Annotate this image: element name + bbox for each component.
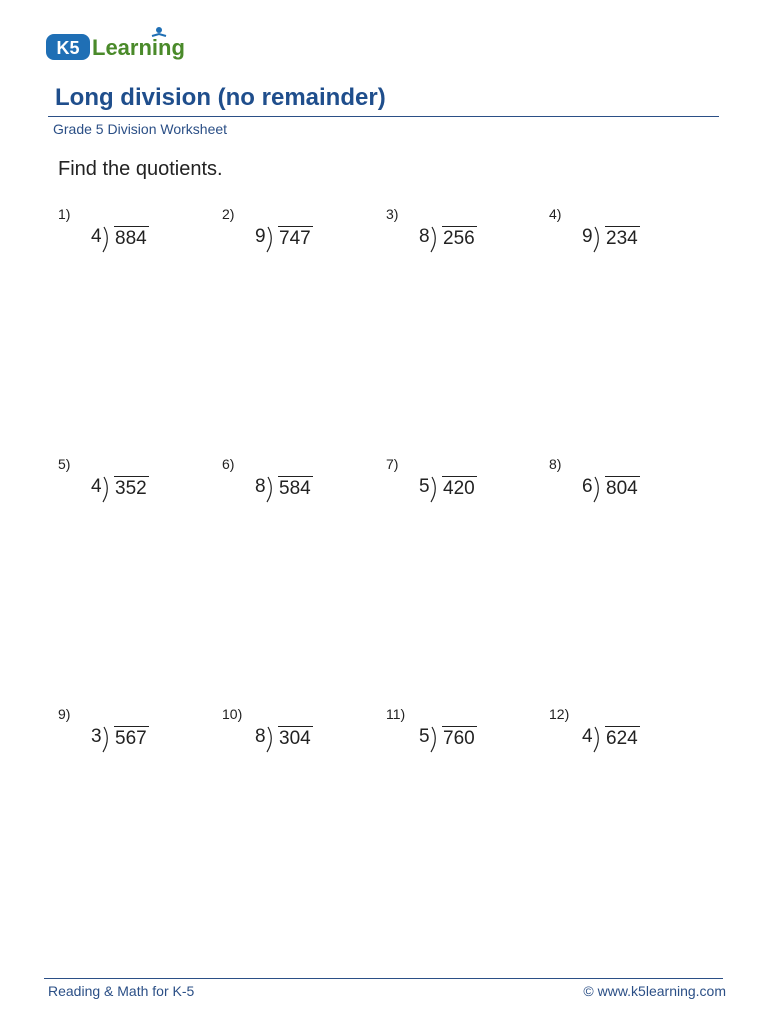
footer-website: © www.k5learning.com [583,983,726,999]
dividend: 420 [443,478,475,499]
footer-tagline: Reading & Math for K-5 [48,983,195,999]
long-division-bracket-icon [429,724,439,754]
dividend: 304 [279,728,311,749]
problem-number: 9) [58,706,71,722]
problem-number: 7) [386,456,399,472]
divisor: 4 [91,226,102,247]
problem-number: 12) [549,706,570,722]
long-division-bracket-icon [592,724,602,754]
dividend: 234 [606,228,638,249]
divisor: 3 [91,726,102,747]
divisor: 8 [255,476,266,497]
divisor: 6 [582,476,593,497]
dividend: 584 [279,478,311,499]
problem-number: 5) [58,456,71,472]
logo-word: Learning [92,35,185,60]
long-division-bracket-icon [429,224,439,254]
footer-divider [44,978,723,979]
dividend: 760 [443,728,475,749]
problem-number: 1) [58,206,71,222]
k5-learning-logo [44,24,204,64]
divisor: 5 [419,476,430,497]
division-problem [386,456,526,516]
problem-number: 8) [549,456,562,472]
page-subtitle: Grade 5 Division Worksheet [53,121,228,137]
division-problem [58,706,198,766]
page-title: Long division (no remainder) [55,84,386,111]
dividend: 747 [279,228,311,249]
problem-number: 4) [549,206,562,222]
logo-badge-text: K5 [56,38,80,58]
dividend: 256 [443,228,475,249]
divisor: 8 [419,226,430,247]
long-division-bracket-icon [429,474,439,504]
division-problem [549,206,689,266]
instructions: Find the quotients. [58,158,223,180]
dividend: 352 [115,478,147,499]
division-problem [222,706,362,766]
long-division-bracket-icon [592,224,602,254]
problem-number: 11) [386,706,406,722]
problem-number: 6) [222,456,235,472]
division-problem [549,706,689,766]
divisor: 4 [91,476,102,497]
header-divider [48,116,719,117]
long-division-bracket-icon [592,474,602,504]
problem-number: 2) [222,206,235,222]
dividend: 624 [606,728,638,749]
long-division-bracket-icon [101,724,111,754]
dividend: 804 [606,478,638,499]
problem-number: 10) [222,706,243,722]
divisor: 8 [255,726,266,747]
problem-number: 3) [386,206,399,222]
division-problem [386,706,526,766]
division-problem [386,206,526,266]
division-problem [58,206,198,266]
long-division-bracket-icon [265,224,275,254]
dividend: 884 [115,228,147,249]
division-problem [58,456,198,516]
long-division-bracket-icon [265,474,275,504]
divisor: 9 [582,226,593,247]
logo-figure-icon [156,27,162,33]
divisor: 9 [255,226,266,247]
divisor: 4 [582,726,593,747]
division-problem [549,456,689,516]
dividend: 567 [115,728,147,749]
divisor: 5 [419,726,430,747]
division-problem [222,206,362,266]
division-problem [222,456,362,516]
long-division-bracket-icon [101,224,111,254]
long-division-bracket-icon [101,474,111,504]
long-division-bracket-icon [265,724,275,754]
